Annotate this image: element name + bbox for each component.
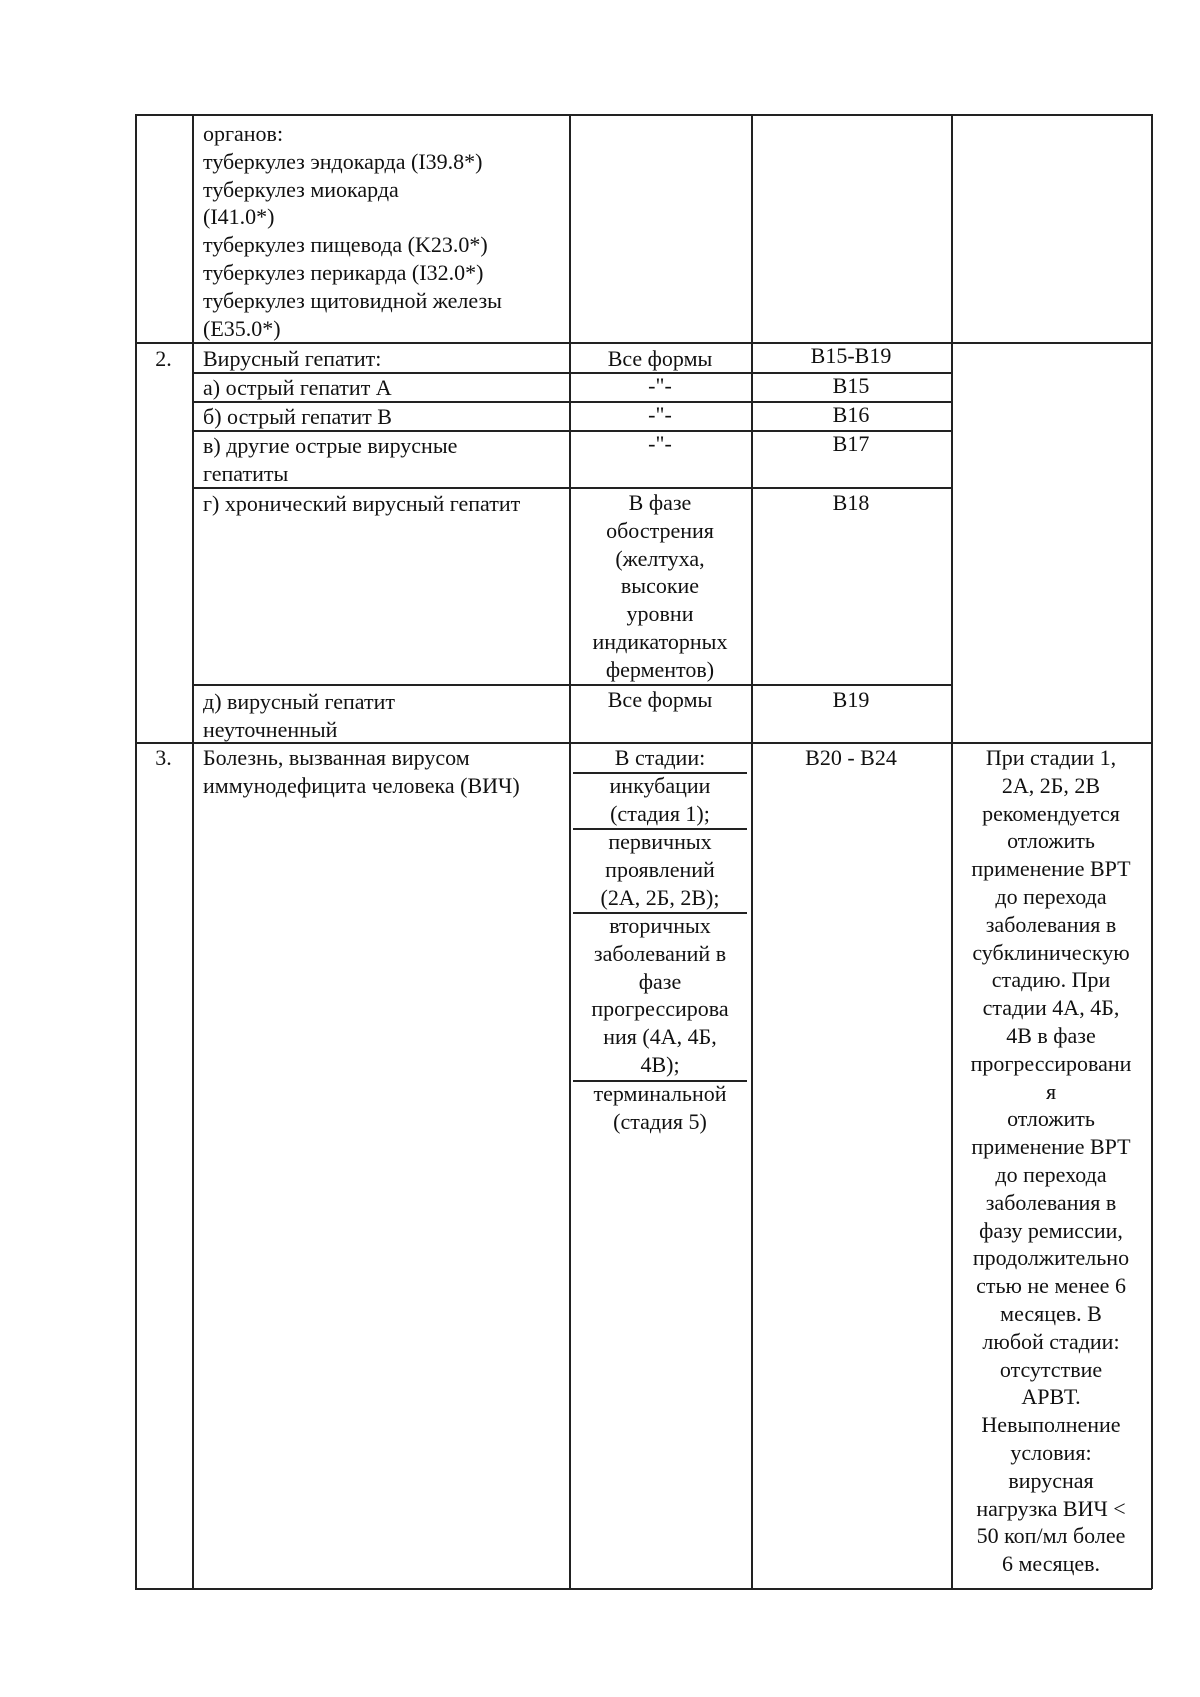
text-line: (стадия 5) (613, 1108, 707, 1134)
hepatitis-b-form: -"- (648, 402, 672, 427)
text-line: отложить (1007, 1106, 1095, 1132)
text-line: субклиническую (972, 939, 1130, 965)
text-line: неуточненный (203, 716, 338, 742)
text-line: Болезнь, вызванная вирусом (203, 745, 470, 770)
text-line: я (1045, 1078, 1057, 1104)
hiv-code: B20 - B24 (805, 745, 897, 770)
hepatitis-unspecified-name (203, 688, 395, 744)
text-line: фазу ремиссии, (979, 1217, 1123, 1243)
text-line: продолжительно (972, 1245, 1130, 1271)
text-line: 2A, 2Б, 2В (1001, 772, 1101, 798)
hepatitis-title: Вирусный гепатит: (203, 346, 382, 371)
text-line: заболевания в (985, 1189, 1117, 1215)
hiv-stage-terminal (569, 1080, 751, 1136)
text-line: высокие (620, 573, 700, 599)
table-border-left (135, 114, 137, 1589)
text-line: применение ВРТ (971, 1134, 1131, 1160)
text-line: месяцев. В (1000, 1300, 1102, 1326)
text-line: инкубации (609, 773, 711, 798)
text-line: отложить (1007, 828, 1095, 854)
text-line: туберкулез пищевода (K23.0*) (203, 232, 488, 258)
text-line: ния (4A, 4Б, (603, 1024, 717, 1050)
hiv-stage-secondary (569, 912, 751, 1079)
text-line: Невыполнение (981, 1412, 1121, 1438)
text-line: прогрессирова (591, 996, 729, 1022)
hepatitis-other-form: -"- (648, 431, 672, 456)
hepatitis-unspecified-code: B19 (832, 687, 870, 712)
text-line: прогрессировани (970, 1050, 1132, 1076)
text-line: уровни (626, 601, 694, 627)
hepatitis-code: B15-B19 (810, 343, 892, 368)
hiv-stage-header: В стадии: (614, 745, 706, 770)
text-line: ферментов) (605, 656, 715, 682)
text-line: (I41.0*) (203, 204, 275, 230)
text-line: стью не менее 6 (976, 1273, 1126, 1299)
hepatitis-other-name (203, 432, 457, 488)
hepatitis-a-name: а) острый гепатит A (203, 375, 392, 400)
text-line: органов: (203, 121, 284, 146)
text-line: отсутствие (999, 1356, 1103, 1382)
text-line: 4B); (640, 1051, 680, 1077)
hepatitis-b-code: B16 (832, 402, 870, 427)
text-line: обострения (606, 517, 714, 543)
table-border-bottom (135, 1588, 1152, 1590)
hiv-stage-primary (569, 828, 751, 911)
hepatitis-chronic-name: г) хронический вирусный гепатит (203, 491, 521, 516)
text-line: 6 месяцев. (1001, 1551, 1101, 1577)
tuberculosis-organs-text (203, 120, 502, 342)
hepatitis-form: Все формы (607, 346, 713, 371)
text-line: 4B в фазе (1006, 1022, 1096, 1048)
text-line: туберкулез миокарда (203, 176, 399, 202)
text-line: стадию. При (991, 967, 1111, 993)
text-line: фазе (638, 968, 682, 994)
hepatitis-a-form: -"- (648, 373, 672, 398)
text-line: рекомендуется (982, 800, 1120, 826)
column-divider-form (751, 114, 753, 1589)
hepatitis-unspecified-form: Все формы (607, 687, 713, 712)
table-border-right (1151, 114, 1153, 1589)
text-line: При стадии 1, (985, 745, 1117, 770)
table-border-top (135, 114, 1152, 116)
hepatitis-other-code: B17 (832, 431, 870, 456)
text-line: до перехода (995, 1161, 1107, 1187)
text-line: условия: (1010, 1439, 1092, 1465)
row-number: 3. (155, 745, 172, 770)
text-line: туберкулез эндокарда (I39.8*) (203, 148, 483, 174)
row-number: 2. (155, 346, 172, 371)
text-line: (E35.0*) (203, 315, 281, 341)
hiv-disease-name (203, 744, 520, 800)
text-line: стадии 4A, 4Б, (982, 995, 1120, 1021)
hepatitis-b-name: б) острый гепатит B (203, 404, 392, 429)
text-line: заболеваний в (593, 940, 727, 966)
hepatitis-chronic-form (569, 489, 751, 684)
text-line: гепатиты (203, 460, 289, 486)
text-line: индикаторных (592, 628, 728, 654)
text-line: заболевания в (985, 911, 1117, 937)
text-line: вторичных (609, 913, 711, 938)
text-line: (2A, 2Б, 2В); (600, 884, 720, 910)
text-line: (стадия 1); (610, 800, 710, 826)
text-line: вирусная (1008, 1467, 1094, 1493)
text-line: туберкулез перикарда (I32.0*) (203, 259, 484, 285)
text-line: туберкулез щитовидной железы (203, 287, 502, 313)
column-divider-number (192, 114, 194, 1589)
hepatitis-chronic-code: B18 (832, 490, 870, 515)
text-line: нагрузка ВИЧ < (976, 1495, 1126, 1521)
text-line: терминальной (593, 1081, 727, 1106)
hiv-recommendation-note (951, 744, 1151, 1578)
text-line: (желтуха, (615, 545, 705, 571)
text-line: первичных (608, 829, 712, 854)
text-line: д) вирусный гепатит (203, 689, 395, 714)
text-line: проявлений (605, 856, 715, 882)
text-line: АРВТ. (1021, 1384, 1081, 1410)
text-line: 50 коп/мл более (976, 1523, 1126, 1549)
text-line: иммунодефицита человека (ВИЧ) (203, 772, 520, 798)
text-line: любой стадии: (982, 1328, 1120, 1354)
text-line: В фазе (628, 490, 692, 515)
text-line: в) другие острые вирусные (203, 433, 458, 458)
text-line: применение ВРТ (971, 856, 1131, 882)
hepatitis-a-code: B15 (832, 373, 870, 398)
hiv-stage-incubation (569, 772, 751, 828)
text-line: до перехода (995, 883, 1107, 909)
